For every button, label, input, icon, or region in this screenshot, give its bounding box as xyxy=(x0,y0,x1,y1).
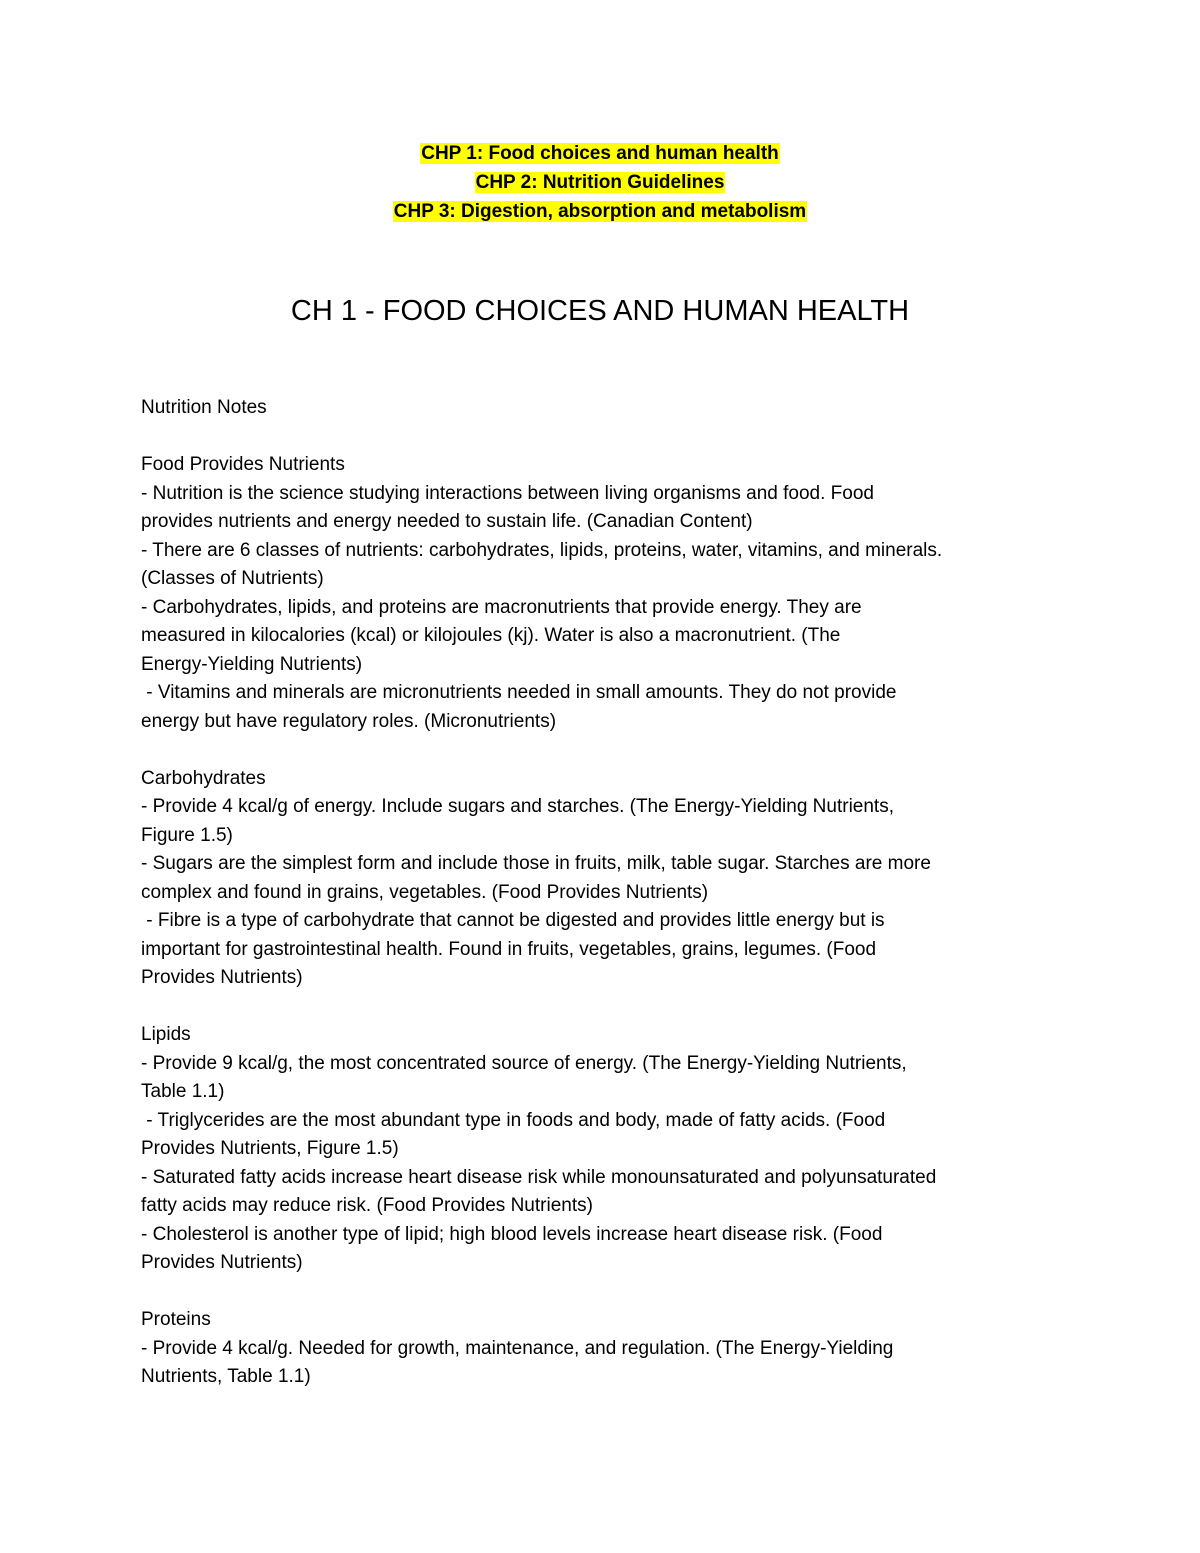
spacer xyxy=(141,993,1061,1022)
section-line: fatty acids may reduce risk. (Food Provides Nutrients) xyxy=(141,1195,593,1216)
section-line: Table 1.1) xyxy=(141,1081,225,1102)
spacer xyxy=(141,423,1061,452)
section-lipids xyxy=(141,1021,1061,1278)
section-line: (Classes of Nutrients) xyxy=(141,568,324,589)
section-line: - Provide 9 kcal/g, the most concentrated source of energy. (The Energy-Yielding Nutrients, xyxy=(141,1052,907,1074)
section-line: Provides Nutrients) xyxy=(141,1252,303,1273)
section-line: measured in kilocalories (kcal) or kilojoules (kj). Water is also a macronutrient. (The xyxy=(141,625,841,646)
section-line: - Provide 4 kcal/g of energy. Include sugars and starches. (The Energy-Yielding Nutrients, xyxy=(141,796,894,817)
section-line: Provides Nutrients, Figure 1.5) xyxy=(141,1138,399,1159)
notes-body xyxy=(141,394,1061,1392)
table-of-contents xyxy=(0,139,1200,226)
toc-item-label: CHP 1: Food choices and human health xyxy=(421,143,779,164)
section-line: - There are 6 classes of nutrients: carbohydrates, lipids, proteins, water, vitamins, and minerals. xyxy=(141,539,943,561)
section-line: Energy-Yielding Nutrients) xyxy=(141,653,363,675)
section-line: - Saturated fatty acids increase heart disease risk while monounsaturated and polyunsaturated xyxy=(141,1166,937,1188)
section-line: - Triglycerides are the most abundant type in foods and body, made of fatty acids. (Food xyxy=(141,1109,886,1131)
toc-item-label: CHP 3: Digestion, absorption and metabolism xyxy=(393,201,807,222)
section-line: provides nutrients and energy needed to sustain life. (Canadian Content) xyxy=(141,511,753,532)
chapter-title: CH 1 - FOOD CHOICES AND HUMAN HEALTH xyxy=(290,295,910,327)
section-line: - Fibre is a type of carbohydrate that cannot be digested and provides little energy but is xyxy=(141,910,885,931)
section-food-provides-nutrients xyxy=(141,451,1061,736)
toc-item xyxy=(0,139,1200,168)
toc-item xyxy=(0,168,1200,197)
section-line: - Provide 4 kcal/g. Needed for growth, maintenance, and regulation. (The Energy-Yielding xyxy=(141,1337,894,1359)
section-line: - Carbohydrates, lipids, and proteins are macronutrients that provide energy. They are xyxy=(141,596,862,618)
section-line: - Nutrition is the science studying interactions between living organisms and food. Food xyxy=(141,482,874,504)
section-line: Provides Nutrients) xyxy=(141,967,303,988)
section-line: Nutrients, Table 1.1) xyxy=(141,1366,311,1387)
section-line: - Vitamins and minerals are micronutrients needed in small amounts. They do not provide xyxy=(141,682,897,703)
section-line: Figure 1.5) xyxy=(141,824,233,846)
section-proteins xyxy=(141,1306,1061,1392)
section-line: - Cholesterol is another type of lipid; high blood levels increase heart disease risk. (Food xyxy=(141,1223,883,1245)
section-carbohydrates xyxy=(141,765,1061,993)
spacer xyxy=(141,736,1061,765)
toc-item-label: CHP 2: Nutrition Guidelines xyxy=(475,172,725,193)
section-heading: Food Provides Nutrients xyxy=(141,454,345,475)
section-heading: Lipids xyxy=(141,1024,191,1045)
section-line: - Sugars are the simplest form and include those in fruits, milk, table sugar. Starches are more xyxy=(141,853,931,874)
section-heading: Proteins xyxy=(141,1309,211,1330)
notes-title: Nutrition Notes xyxy=(141,397,267,418)
spacer xyxy=(141,1278,1061,1307)
section-line: energy but have regulatory roles. (Micronutrients) xyxy=(141,710,557,732)
toc-item xyxy=(0,197,1200,226)
section-line: important for gastrointestinal health. Found in fruits, vegetables, grains, legumes. (Food xyxy=(141,938,877,960)
section-line: complex and found in grains, vegetables. (Food Provides Nutrients) xyxy=(141,881,709,903)
section-heading: Carbohydrates xyxy=(141,767,266,789)
